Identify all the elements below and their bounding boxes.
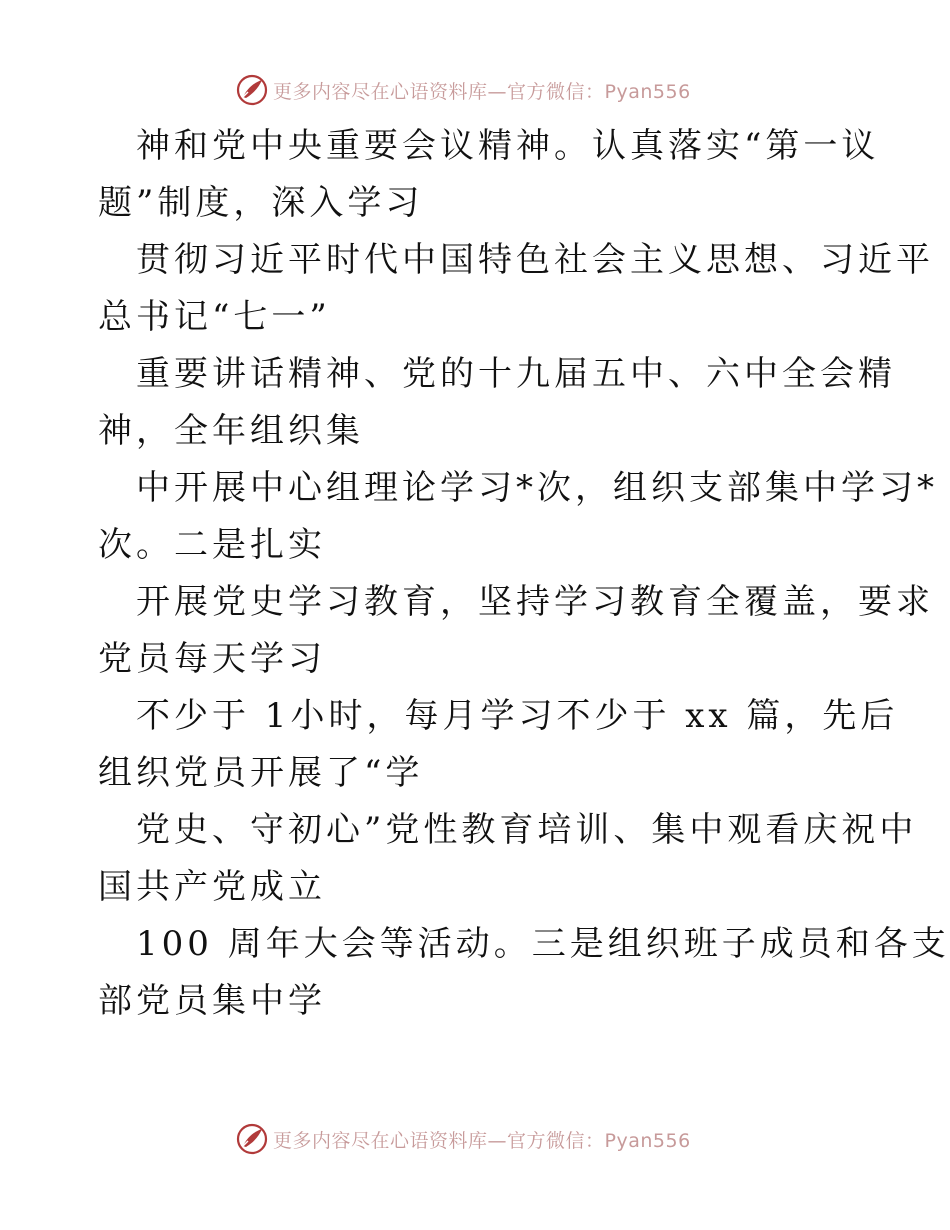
document-body — [98, 118, 950, 1030]
text-line: 题”制度，深入学习 — [98, 183, 424, 223]
paragraph — [98, 574, 934, 688]
text-line: 100 周年大会等活动。三是组织班子成员和各支 — [136, 924, 950, 964]
footer-watermark-banner — [235, 1122, 691, 1156]
text-line: 贯彻习近平时代中国特色社会主义思想、习近平 — [136, 240, 934, 280]
text-line: 组织党员开展了“学 — [98, 753, 424, 793]
text-line: 次。二是扎实 — [98, 525, 326, 565]
paragraph — [98, 346, 896, 460]
paragraph — [98, 688, 899, 802]
paragraph — [98, 460, 938, 574]
text-line: 党员每天学习 — [98, 639, 326, 679]
header-watermark-banner — [235, 73, 691, 107]
text-line: 神，全年组织集 — [98, 411, 364, 451]
paragraph — [98, 232, 934, 346]
watermark-text: 更多内容尽在心语资料库—官方微信：Pyan556 — [273, 80, 691, 103]
text-line: 不少于 1小时，每月学习不少于 xx 篇，先后 — [136, 696, 899, 736]
text-line: 国共产党成立 — [98, 867, 326, 907]
quill-logo-icon — [235, 73, 269, 107]
quill-logo-icon — [235, 1122, 269, 1156]
text-line: 开展党史学习教育，坚持学习教育全覆盖，要求 — [136, 582, 934, 622]
paragraph — [98, 802, 918, 916]
text-line: 重要讲话精神、党的十九届五中、六中全会精 — [136, 354, 896, 394]
paragraph — [98, 916, 950, 1030]
text-line: 神和党中央重要会议精神。认真落实“第一议 — [136, 126, 880, 166]
text-line: 中开展中心组理论学习*次，组织支部集中学习* — [136, 468, 938, 508]
watermark-text: 更多内容尽在心语资料库—官方微信：Pyan556 — [273, 1129, 691, 1152]
paragraph — [98, 118, 880, 232]
text-line: 总书记“七一” — [98, 297, 331, 337]
text-line: 党史、守初心”党性教育培训、集中观看庆祝中 — [136, 810, 918, 850]
text-line: 部党员集中学 — [98, 981, 326, 1021]
